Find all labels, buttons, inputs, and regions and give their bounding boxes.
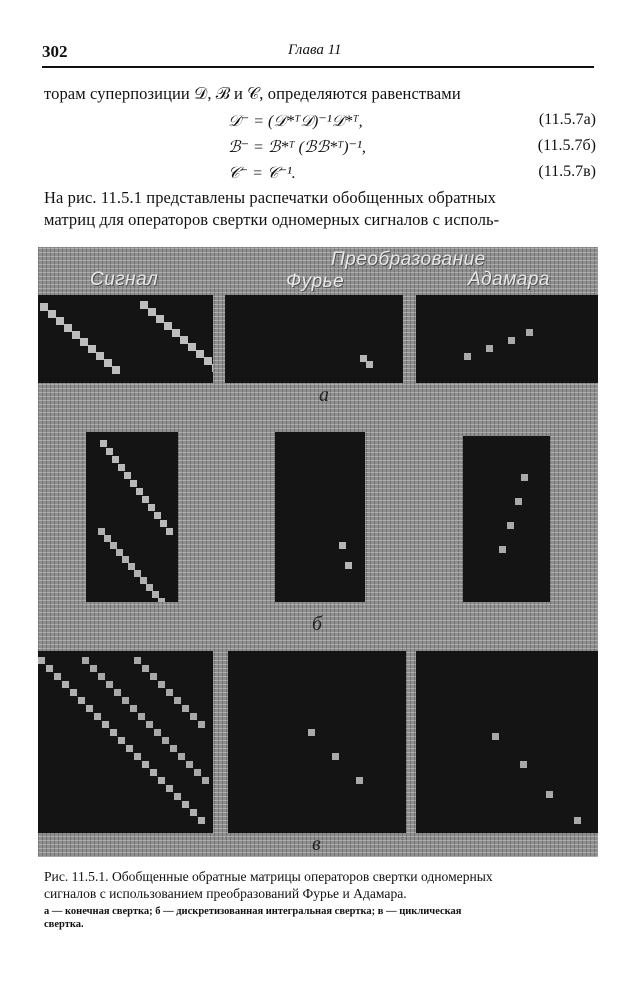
matrix-cell <box>122 556 129 563</box>
matrix-cell <box>182 801 189 808</box>
matrix-cell <box>190 713 197 720</box>
matrix-cell <box>140 301 148 309</box>
panel-b-fourier <box>275 432 365 602</box>
matrix-cell <box>526 329 533 336</box>
matrix-cell <box>520 761 527 768</box>
matrix-cell <box>188 343 196 351</box>
matrix-cell <box>158 598 165 602</box>
matrix-cell <box>138 713 145 720</box>
matrix-cell <box>356 777 363 784</box>
matrix-cell <box>198 721 205 728</box>
matrix-cell <box>196 350 204 358</box>
matrix-cell <box>98 528 105 535</box>
figure-11-5-1 <box>38 247 598 857</box>
panel-c-fourier <box>228 651 406 833</box>
column-label-signal: Сигнал <box>90 269 159 290</box>
page-number: 302 <box>42 42 68 61</box>
matrix-cell <box>126 745 133 752</box>
matrix-cell <box>182 705 189 712</box>
body-text-line: матриц для операторов свертки одномерных сигналов с исполь- <box>44 210 500 229</box>
matrix-cell <box>46 665 53 672</box>
matrix-cell <box>106 681 113 688</box>
matrix-cell <box>148 504 155 511</box>
sublabel-c: в <box>312 833 321 855</box>
matrix-cell <box>158 777 165 784</box>
matrix-cell <box>156 315 164 323</box>
matrix-cell <box>142 496 149 503</box>
matrix-cell <box>130 705 137 712</box>
matrix-cell <box>98 673 105 680</box>
matrix-cell <box>72 331 80 339</box>
matrix-cell <box>38 657 45 664</box>
matrix-cell <box>515 498 522 505</box>
matrix-cell <box>104 359 112 367</box>
matrix-cell <box>142 761 149 768</box>
matrix-cell <box>366 361 373 368</box>
matrix-cell <box>122 697 129 704</box>
matrix-cell <box>360 355 367 362</box>
matrix-cell <box>202 777 209 784</box>
matrix-cell <box>102 721 109 728</box>
chapter-title: Глава 11 <box>288 42 342 58</box>
matrix-cell <box>90 665 97 672</box>
matrix-cell <box>104 535 111 542</box>
matrix-cell <box>140 577 147 584</box>
matrix-cell <box>486 345 493 352</box>
matrix-cell <box>56 317 64 325</box>
figure-caption: сигналов с использованием преобразований Фурье и Адамара. <box>44 886 407 901</box>
matrix-cell <box>48 310 56 318</box>
matrix-cell <box>198 817 205 824</box>
matrix-cell <box>40 303 48 311</box>
matrix-cell <box>180 336 188 344</box>
matrix-cell <box>112 456 119 463</box>
equation-c: 𝒞⁻ = 𝒞⁻¹. <box>228 165 296 182</box>
page-header <box>42 40 594 68</box>
panel-c-signal <box>38 651 213 833</box>
panel-b-signal <box>86 432 178 602</box>
panel-a-signal <box>38 295 213 383</box>
matrix-cell <box>178 753 185 760</box>
matrix-cell <box>166 689 173 696</box>
matrix-cell <box>118 737 125 744</box>
matrix-cell <box>164 322 172 330</box>
equation-number-c: (11.5.7в) <box>538 163 596 180</box>
matrix-cell <box>339 542 346 549</box>
matrix-cell <box>158 681 165 688</box>
matrix-cell <box>308 729 315 736</box>
column-label-transform: Преобразование <box>331 249 486 270</box>
matrix-cell <box>110 542 117 549</box>
matrix-cell <box>574 817 581 824</box>
matrix-cell <box>154 729 161 736</box>
matrix-cell <box>124 472 131 479</box>
body-text-line: На рис. 11.5.1 представлены распечатки обобщенных обратных <box>44 188 497 207</box>
matrix-cell <box>62 681 69 688</box>
matrix-cell <box>212 364 213 372</box>
matrix-cell <box>114 689 121 696</box>
matrix-cell <box>154 512 161 519</box>
matrix-cell <box>499 546 506 553</box>
matrix-cell <box>130 480 137 487</box>
matrix-cell <box>118 464 125 471</box>
matrix-cell <box>152 591 159 598</box>
matrix-cell <box>170 745 177 752</box>
matrix-cell <box>194 769 201 776</box>
matrix-cell <box>112 366 120 374</box>
matrix-cell <box>464 353 471 360</box>
matrix-cell <box>345 562 352 569</box>
matrix-cell <box>78 697 85 704</box>
matrix-cell <box>142 665 149 672</box>
matrix-cell <box>110 729 117 736</box>
matrix-cell <box>148 308 156 316</box>
panel-a-fourier <box>225 295 403 383</box>
matrix-cell <box>166 528 173 535</box>
matrix-cell <box>492 733 499 740</box>
matrix-cell <box>128 563 135 570</box>
matrix-cell <box>204 357 212 365</box>
sublabel-a: а <box>319 384 329 406</box>
matrix-cell <box>96 352 104 360</box>
matrix-cell <box>146 721 153 728</box>
matrix-cell <box>64 324 72 332</box>
matrix-cell <box>174 697 181 704</box>
matrix-cell <box>174 793 181 800</box>
equation-b: ℬ⁻ = ℬ*ᵀ (ℬℬ*ᵀ)⁻¹, <box>228 139 366 156</box>
matrix-cell <box>134 753 141 760</box>
matrix-cell <box>106 448 113 455</box>
matrix-cell <box>186 761 193 768</box>
matrix-cell <box>166 785 173 792</box>
matrix-cell <box>546 791 553 798</box>
panel-c-hadamard <box>416 651 598 833</box>
matrix-cell <box>150 769 157 776</box>
matrix-cell <box>80 338 88 346</box>
matrix-cell <box>332 753 339 760</box>
figure-caption: Рис. 11.5.1. Обобщенные обратные матрицы операторов свертки одномерных <box>44 869 493 884</box>
matrix-cell <box>54 673 61 680</box>
matrix-cell <box>507 522 514 529</box>
matrix-cell <box>146 584 153 591</box>
matrix-cell <box>70 689 77 696</box>
panel-b-hadamard <box>463 436 550 602</box>
column-label-fourier: Фурье <box>286 271 345 292</box>
equation-number-a: (11.5.7а) <box>538 111 596 128</box>
figure-legend: а — конечная свертка; б — дискретизованная интегральная свертка; в — циклическая <box>44 906 462 917</box>
matrix-cell <box>134 657 141 664</box>
equation-number-b: (11.5.7б) <box>537 137 596 154</box>
matrix-cell <box>508 337 515 344</box>
matrix-cell <box>82 657 89 664</box>
matrix-cell <box>160 520 167 527</box>
matrix-cell <box>100 440 107 447</box>
matrix-cell <box>150 673 157 680</box>
matrix-cell <box>88 345 96 353</box>
matrix-cell <box>136 488 143 495</box>
equation-a: 𝒟⁻ = (𝒟*ᵀ𝒟)⁻¹𝒟*ᵀ, <box>228 113 363 130</box>
matrix-cell <box>190 809 197 816</box>
column-label-hadamard: Адамара <box>468 269 550 290</box>
body-text-line: торам суперпозиции 𝒟, ℬ и 𝒞, определяются равенствами <box>44 84 461 103</box>
matrix-cell <box>94 713 101 720</box>
figure-legend: свертка. <box>44 919 84 930</box>
matrix-cell <box>172 329 180 337</box>
matrix-cell <box>162 737 169 744</box>
matrix-cell <box>116 549 123 556</box>
matrix-cell <box>134 570 141 577</box>
matrix-cell <box>86 705 93 712</box>
matrix-cell <box>521 474 528 481</box>
panel-a-hadamard <box>416 295 598 383</box>
sublabel-b: б <box>312 613 323 635</box>
